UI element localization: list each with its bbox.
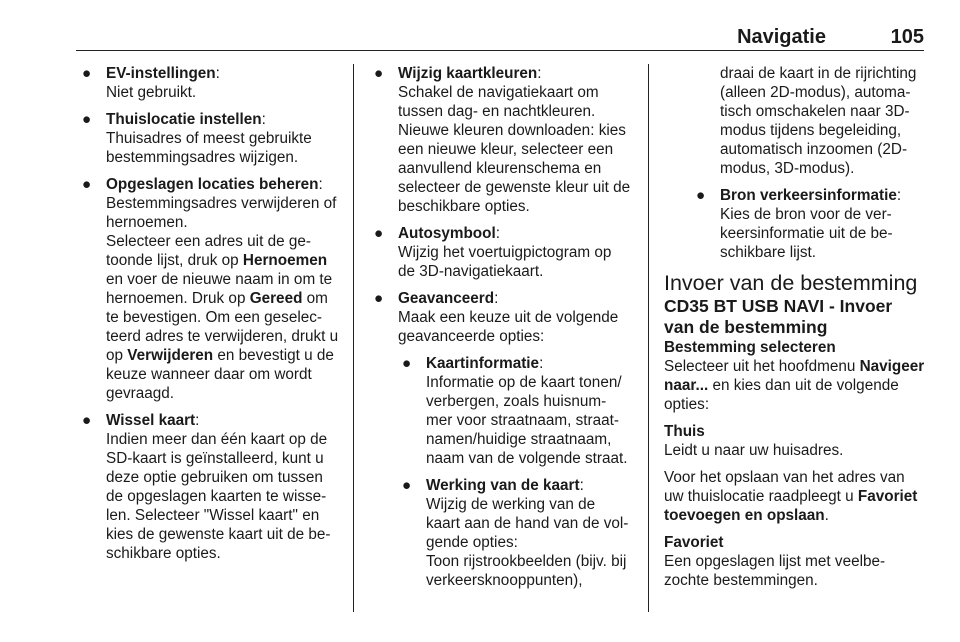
- paragraph-title: Thuis: [664, 423, 705, 440]
- item-text: Wijzig de werking van de kaart aan de hand van de vol- gende opties:: [426, 496, 629, 551]
- paragraph: Bestemming selecteren Selecteer uit het hoofdmenu Navigeer naar... en kies dan uit de volgende opties:: [664, 339, 925, 413]
- section-heading: Invoer van de bestemming: [664, 271, 918, 295]
- item-text: Bestemmingsadres verwijderen of hernoemen.: [106, 195, 337, 231]
- item-label: Werking van de kaart: [426, 477, 580, 494]
- item-label: Wissel kaart: [106, 412, 196, 429]
- bullet-icon: ●: [82, 65, 92, 82]
- item-text: Nieuwe kleuren downloaden: kies een nieuwe kleur, selecteer een aanvullend kleurenschema en selecteer de gewenste kleur uit de beschikbare opties.: [398, 122, 631, 215]
- bullet-icon: ●: [402, 477, 412, 494]
- continued-text: draai de kaart in de rijrichting (alleen 2D-modus), automa- tisch omschakelen naar 3D- modus tijdens begeleiding, automatisch inzoomen (2D- modus, 3D-modus).: [720, 65, 917, 177]
- column-divider: [353, 64, 354, 612]
- list-item: ● EV-instellingen: Niet gebruikt.: [78, 64, 342, 102]
- list-item: ● Wijzig kaartkleuren: Schakel de navigatiekaart om tussen dag- en nachtkleuren. Nieuwe kleuren downloaden: kies een nieuwe kleur, selecteer een aanvullend kleurenschema en selecteer de gewenste kleur uit de beschikbare opties.: [374, 65, 631, 215]
- item-label: Geavanceerd: [398, 290, 495, 307]
- header-rule: [76, 50, 924, 51]
- item-text: Wijzig het voertuigpictogram op de 3D-navigatiekaart.: [398, 244, 612, 280]
- bullet-icon: ●: [82, 412, 92, 429]
- item-text: Informatie op de kaart tonen/ verbergen, zoals huisnum- mer voor straatnaam, straat- namen/huidige straatnaam, naam van de volgende straat.: [426, 374, 628, 467]
- item-text: Maak een keuze uit de volgende geavanceerde opties:: [398, 309, 619, 345]
- paragraph: Voor het opslaan van het adres van uw thuislocatie raadpleegt u Favoriet toevoegen en opslaan.: [664, 469, 918, 524]
- page-number: 105: [890, 26, 924, 48]
- item-label: Kaartinformatie: [426, 355, 540, 372]
- nested-list-item: ● Werking van de kaart: Wijzig de werking van de kaart aan de hand van de vol- gende opties: Toon rijstrookbeelden (bijv. bij verkeersknooppunten),: [398, 476, 632, 590]
- list-item: ● Autosymbool: Wijzig het voertuigpictogram op de 3D-navigatiekaart.: [370, 224, 632, 281]
- nested-list-item: ● Kaartinformatie: Informatie op de kaart tonen/ verbergen, zoals huisnum- mer voor straatnaam, straat- namen/huidige straatnaam, naam van de volgende straat.: [398, 354, 632, 468]
- item-label: Autosymbool: [398, 225, 496, 242]
- bullet-icon: ●: [82, 176, 92, 193]
- page-title: Navigatie: [737, 26, 826, 48]
- item-text: Schakel de navigatiekaart om tussen dag- en nachtkleuren.: [398, 84, 599, 120]
- item-text: Niet gebruikt.: [106, 84, 197, 101]
- item-text: Thuisadres of meest gebruikte bestemmingsadres wijzigen.: [106, 130, 312, 166]
- item-label: Wijzig kaartkleuren: [398, 65, 538, 82]
- item-text: Selecteer een adres uit de ge- toonde lijst, druk op Hernoemen en voer de nieuwe naam in om te hernoemen. Druk op Gereed om te bevestigen. Om een geselec- teerd adres te verwijderen, drukt u op Verwijderen en bevestigt u de keuze wanneer daar om wordt gevraagd.: [106, 233, 339, 402]
- paragraph-title: Favoriet: [664, 534, 724, 551]
- paragraph: Thuis Leidt u naar uw huisadres.: [664, 422, 926, 460]
- bullet-icon: ●: [402, 355, 412, 372]
- item-label: Bron verkeersinformatie: [720, 187, 897, 204]
- item-label: Thuislocatie instellen: [106, 111, 262, 128]
- item-label: Opgeslagen locaties beheren: [106, 176, 319, 193]
- column-3: [664, 64, 926, 598]
- page-header: [76, 22, 924, 48]
- bullet-icon: ●: [374, 65, 384, 82]
- item-label: EV-instellingen: [106, 65, 216, 82]
- bullet-icon: ●: [696, 187, 706, 204]
- list-item: ● Opgeslagen locaties beheren: Bestemmingsadres verwijderen of hernoemen. Selecteer een adres uit de ge- toonde lijst, druk op Hernoemen en voer de nieuwe naam in om te hernoemen. Druk op Gereed om te bevestigen. Om een geselec- teerd adres te verwijderen, drukt u op Verwijderen en bevestigt u de keuze wanneer daar om wordt gevraagd.: [78, 175, 342, 403]
- item-text: Kies de bron voor de ver- keersinformatie uit de be- schikbare lijst.: [720, 206, 893, 261]
- item-text: Indien meer dan één kaart op de SD-kaart is geïnstalleerd, kunt u deze optie gebruiken om tussen de opgeslagen kaarten te wisse- len. Selecteer "Wissel kaart" en kies de gewenste kaart uit de be- schikbare opties.: [106, 431, 331, 562]
- column-divider: [648, 64, 649, 612]
- list-item: ● Geavanceerd: Maak een keuze uit de volgende geavanceerde opties: ● Kaartinformatie: Informatie op de kaart tonen/ verbergen, zoals huisnum- mer voor straatnaam, straat- namen/huidige straatnaam, naam van de volgende straat. ● Werking van de kaart: Wijzig de werking van de kaart aan de hand van de vol- gende opties: Toon rijstrookbeelden (bijv. bij verkeersknooppunten),: [370, 289, 632, 590]
- column-2: [370, 64, 632, 598]
- bullet-icon: ●: [374, 290, 384, 307]
- paragraph-title: Bestemming selecteren: [664, 339, 836, 356]
- nested-list-item: ● Bron verkeersinformatie: Kies de bron voor de ver- keersinformatie uit de be- schikbare lijst.: [664, 186, 926, 262]
- paragraph: Favoriet Een opgeslagen lijst met veelbe- zochte bestemmingen.: [664, 533, 926, 590]
- bullet-icon: ●: [82, 111, 92, 128]
- subsection-heading: CD35 BT USB NAVI - Invoer van de bestemming: [664, 296, 893, 337]
- item-text: Toon rijstrookbeelden (bijv. bij verkeersknooppunten),: [426, 553, 627, 589]
- list-item: ● Wissel kaart: Indien meer dan één kaart op de SD-kaart is geïnstalleerd, kunt u deze optie gebruiken om tussen de opgeslagen kaarten te wisse- len. Selecteer "Wissel kaart" en kies de gewenste kaart uit de be- schikbare opties.: [78, 411, 342, 563]
- list-item: ● Thuislocatie instellen: Thuisadres of meest gebruikte bestemmingsadres wijzigen.: [78, 110, 342, 167]
- bullet-icon: ●: [374, 225, 384, 242]
- column-1: [78, 64, 342, 571]
